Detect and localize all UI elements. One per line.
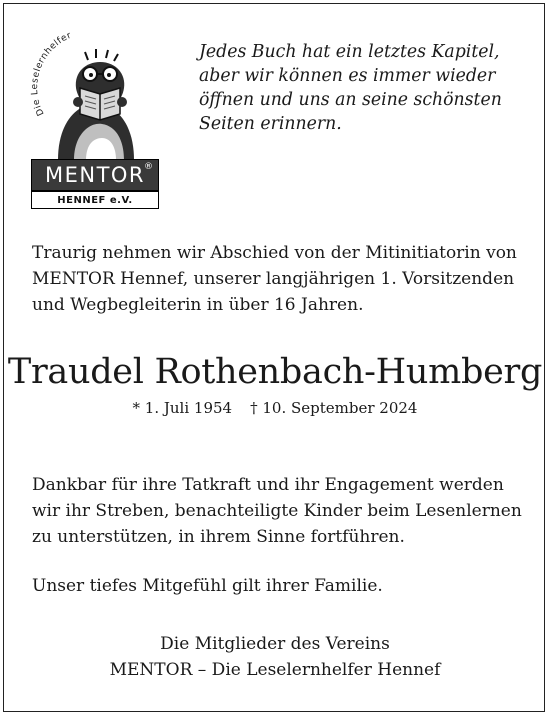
intro-line: MENTOR Hennef, unserer langjährigen 1. Vorsitzenden [32,269,515,289]
mentor-wordmark-band [31,159,159,191]
quote-line: Seiten erinnern. [199,114,342,134]
signature-line-2: MENTOR – Die Leselernhelfer Hennef [109,660,441,680]
death-date: † 10. September 2024 [250,399,418,417]
condolence-line: Unser tiefes Mitgefühl gilt ihrer Familie. [32,576,383,596]
reading-child-emblem [30,22,170,162]
org-band [31,191,159,209]
birth-date: * 1. Juli 1954 [132,399,233,417]
signature-block [0,631,550,683]
memorial-quote [199,40,529,136]
intro-line: Traurig nehmen wir Abschied von der Mitinitiatorin von [32,243,517,263]
org-name: HENNEF e.V. [57,194,133,206]
quote-line: Jedes Buch hat ein letztes Kapitel, [199,42,500,62]
quote-line: öffnen und uns an seine schönsten [199,90,502,110]
quote-line: aber wir können es immer wieder [199,66,496,86]
intro-line: und Wegbegleiterin in über 16 Jahren. [32,295,364,315]
gratitude-paragraph [32,472,524,550]
arc-tagline: Die Leselernhelfer [30,30,74,118]
signature-line-1: Die Mitglieder des Vereins [160,634,390,654]
registered-mark: ® [144,162,153,172]
gratitude-line: Dankbar für ihre Tatkraft und ihr Engagement werden [32,475,504,495]
mentor-wordmark [31,159,159,209]
intro-paragraph [32,240,524,318]
deceased-name: Traudel Rothenbach-Humberg [7,352,543,392]
life-dates [0,398,550,418]
brand-name: MENTOR [44,163,146,187]
gratitude-line: zu unterstützen, in ihrem Sinne fortführen. [32,527,405,547]
gratitude-line: wir ihr Streben, benachteiligte Kinder beim Lesenlernen [32,501,522,521]
